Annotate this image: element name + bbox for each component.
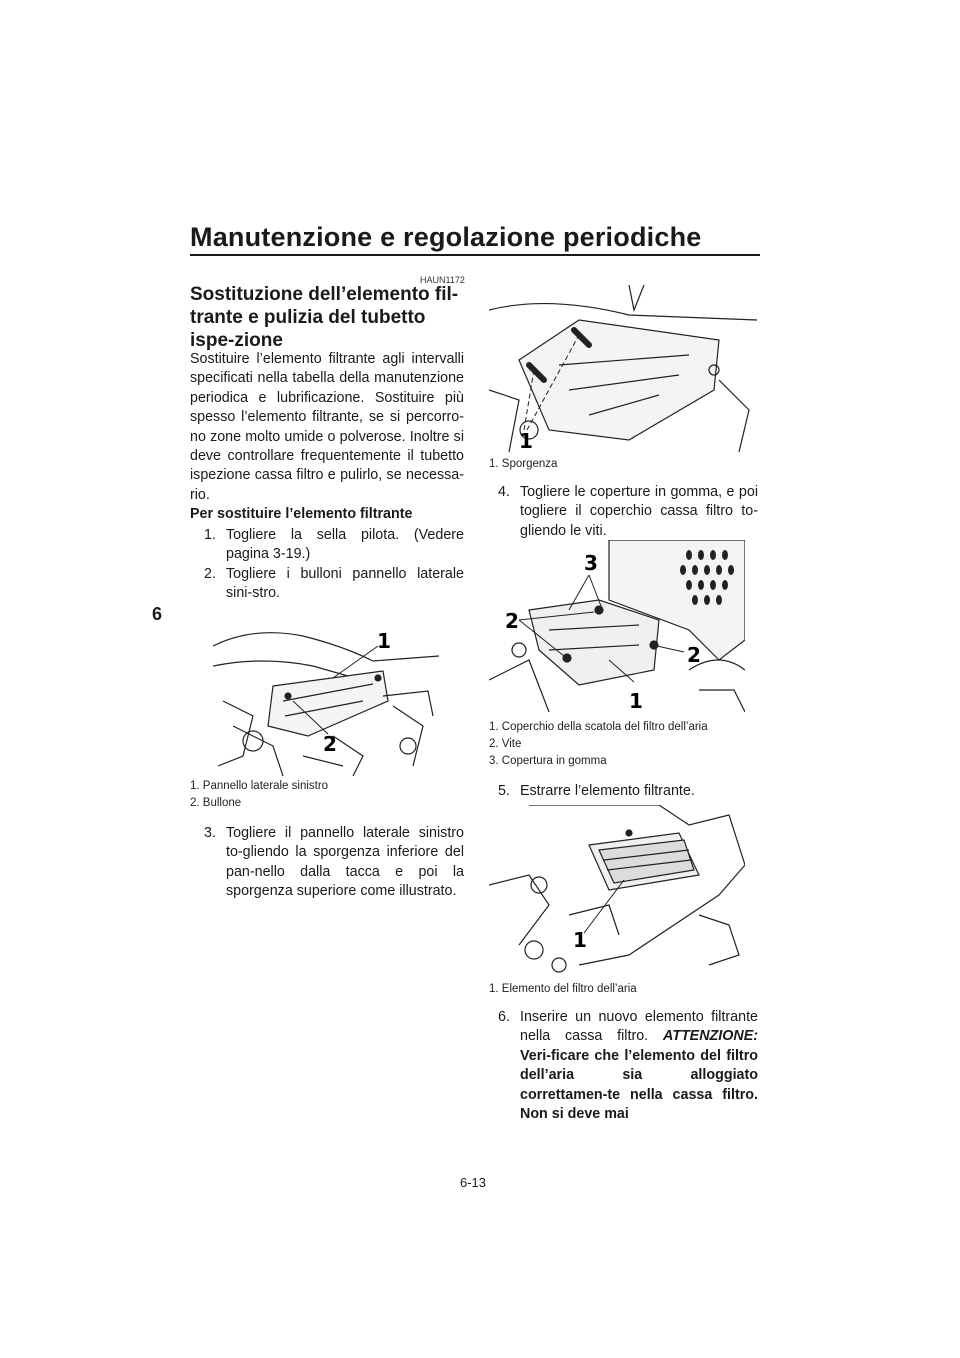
figure-side-panel	[213, 606, 439, 776]
callout-2: 2	[505, 609, 519, 633]
step-text: Togliere le coperture in gomma, e poi togliere il coperchio cassa filtro to-gliendo le viti.	[520, 484, 758, 539]
section-code: HAUN1172	[420, 275, 465, 285]
figure-filter-element	[489, 805, 745, 977]
callout-1: 1	[573, 928, 587, 952]
step-text: Togliere il pannello laterale sinistro to-gliendo la sporgenza inferiore del pan-nello dalla tacca e poi la sporgenza superiore come illustrato.	[226, 825, 464, 900]
figure-caption	[190, 778, 328, 812]
caution-text: Veri-ficare che l’elemento del filtro dell’aria sia alloggiato correttamen-te nella cassa filtro. Non si deve mai	[520, 1047, 758, 1123]
step-number: 2.	[204, 566, 216, 582]
section-title: Sostituzione dell’elemento fil-trante e pulizia del tubetto ispe-zione	[190, 284, 459, 351]
step-number: 1.	[204, 527, 216, 543]
figure-filter-cover	[489, 540, 745, 712]
step-6-text: Inserire un nuovo elemento filtrante nella cassa filtro.	[520, 1009, 758, 1045]
figure-caption	[489, 456, 557, 473]
step-text: Estrarre l’elemento filtrante.	[520, 783, 695, 799]
caption-line: 2. Vite	[489, 738, 522, 750]
filter-element-illustration	[489, 805, 745, 977]
section-intro: Sostituire l’elemento filtrante agli intervalli specificati nella tabella della manutenzione periodica e lubrificazione. Sostituire più spesso l’elemento filtrante, se si percorro-no zone molto umide o polverose. Inoltre si deve controllare frequentemente il tubetto ispezione cassa filtro e pulirlo, se necessa-rio.	[190, 351, 464, 503]
step-text: Togliere la sella pilota. (Vedere pagina 3-19.)	[226, 527, 464, 563]
page-title: Manutenzione e regolazione periodiche	[190, 222, 702, 252]
step-2	[204, 565, 464, 604]
callout-1: 1	[519, 429, 533, 452]
protrusion-illustration	[489, 280, 757, 452]
caption-line: 3. Copertura in gomma	[489, 755, 607, 767]
figure-protrusion	[489, 280, 757, 452]
caption-line: 1. Coperchio della scatola del filtro dell’aria	[489, 721, 708, 733]
figure-caption	[489, 981, 637, 998]
step-1	[204, 526, 464, 565]
step-number: 3.	[204, 825, 216, 841]
caption-line: 1. Elemento del filtro dell’aria	[489, 983, 637, 995]
step-text: Togliere i bulloni pannello laterale sini-stro.	[226, 566, 464, 602]
step-6	[498, 1008, 758, 1124]
step-4	[498, 483, 758, 541]
title-rule	[190, 254, 760, 256]
step-number: 5.	[498, 783, 510, 799]
figure-caption	[489, 719, 708, 770]
filter-cover-illustration	[489, 540, 745, 712]
caption-line: 1. Sporgenza	[489, 458, 558, 470]
callout-2: 2	[687, 643, 701, 667]
caption-line: 2. Bullone	[190, 797, 242, 809]
step-5	[498, 782, 758, 801]
callout-1: 1	[377, 629, 391, 653]
step-number: 4.	[498, 484, 510, 500]
step-text	[498, 1008, 758, 1124]
step-3	[204, 824, 464, 902]
step-number: 6.	[498, 1009, 510, 1025]
chapter-tab: 6	[152, 604, 163, 624]
side-panel-illustration	[213, 606, 439, 776]
page-number: 6-13	[460, 1175, 487, 1190]
callout-1: 1	[629, 689, 643, 712]
caption-line: 1. Pannello laterale sinistro	[190, 780, 329, 792]
callout-2: 2	[323, 732, 337, 756]
callout-3: 3	[584, 551, 598, 575]
subheading: Per sostituire l’elemento filtrante	[190, 506, 413, 522]
caution-label: ATTENZIONE:	[662, 1028, 758, 1045]
